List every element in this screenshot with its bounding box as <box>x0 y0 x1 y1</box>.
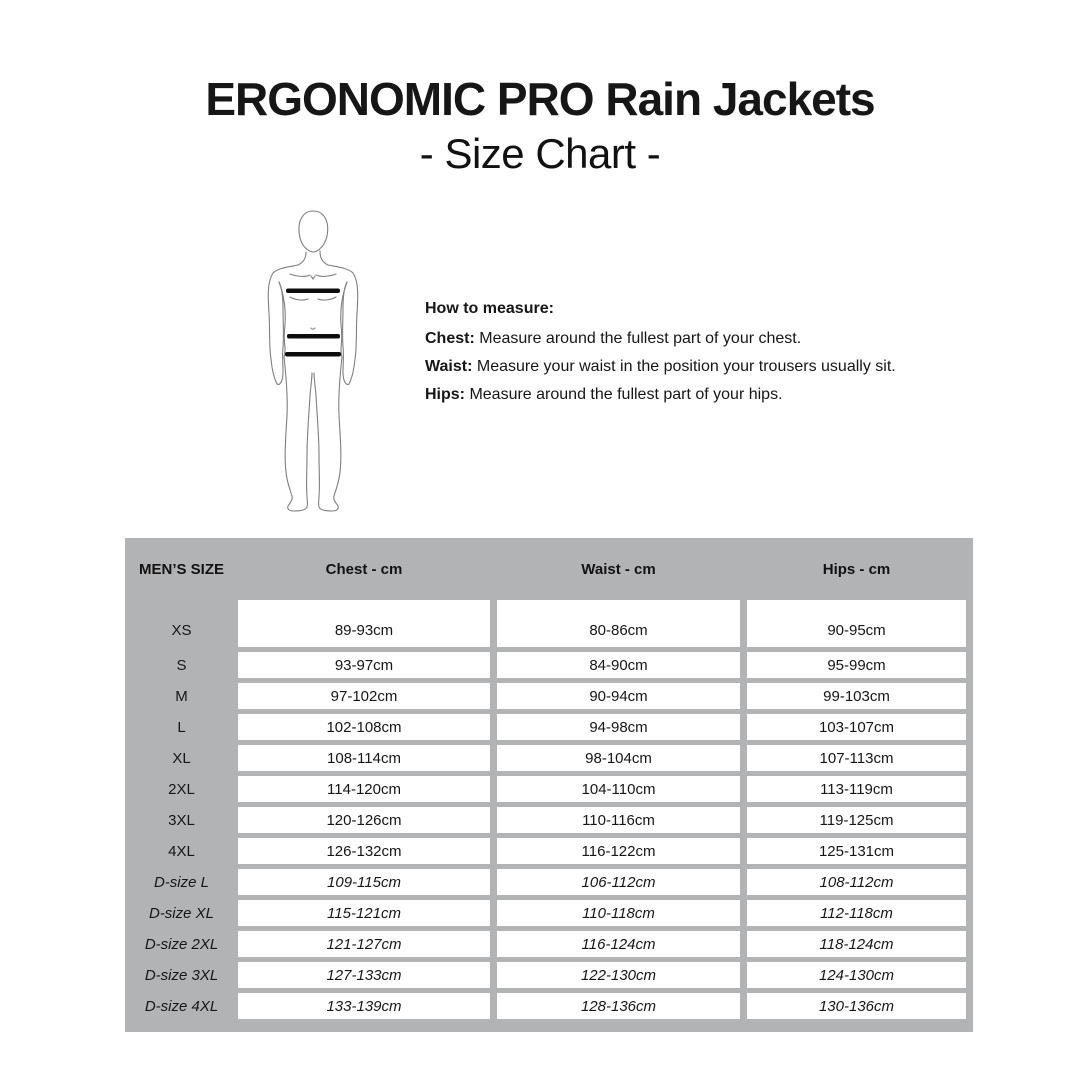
waist-value: 106-112cm <box>497 869 740 895</box>
waist-value: 80-86cm <box>497 600 740 647</box>
measure-text-waist: Measure your waist in the position your trousers usually sit. <box>476 358 896 375</box>
measure-text-chest: Measure around the fullest part of your chest. <box>479 330 802 347</box>
table-row <box>125 926 973 957</box>
size-label: D-size 2XL <box>144 935 219 953</box>
table-row <box>125 864 973 895</box>
page-subtitle: - Size Chart - <box>419 130 661 177</box>
hips-value: 125-131cm <box>747 838 966 864</box>
table-row <box>125 647 973 678</box>
hips-value: 90-95cm <box>747 600 966 647</box>
header-hips: Hips - cm <box>822 560 891 578</box>
table-row <box>125 895 973 926</box>
measure-instruction-chest <box>425 330 896 347</box>
chest-value: 109-115cm <box>238 869 490 895</box>
measure-label-chest: Chest: <box>425 330 475 347</box>
table-row <box>125 709 973 740</box>
size-label: D-size XL <box>148 904 215 922</box>
chest-value: 89-93cm <box>238 600 490 647</box>
hips-value: 95-99cm <box>747 652 966 678</box>
waist-value: 110-118cm <box>497 900 740 926</box>
waist-value: 128-136cm <box>497 993 740 1019</box>
chest-value: 93-97cm <box>238 652 490 678</box>
size-table <box>125 538 973 1032</box>
measure-label-hips: Hips: <box>425 386 465 403</box>
chest-value: 120-126cm <box>238 807 490 833</box>
size-label: 4XL <box>168 842 195 860</box>
table-row <box>125 957 973 988</box>
table-row <box>125 833 973 864</box>
hips-value: 99-103cm <box>747 683 966 709</box>
table-row <box>125 771 973 802</box>
waist-value: 104-110cm <box>497 776 740 802</box>
waist-value: 122-130cm <box>497 962 740 988</box>
size-label: D-size L <box>153 873 209 891</box>
hips-value: 112-118cm <box>747 900 966 926</box>
measure-instruction-waist <box>425 358 896 375</box>
waist-value: 94-98cm <box>497 714 740 740</box>
body-figure-icon <box>240 200 420 520</box>
header-waist: Waist - cm <box>581 560 656 578</box>
waist-value: 116-124cm <box>497 931 740 957</box>
hips-value: 108-112cm <box>747 869 966 895</box>
hips-value: 103-107cm <box>747 714 966 740</box>
chest-value: 114-120cm <box>238 776 490 802</box>
waist-band-icon <box>287 334 340 339</box>
size-label: 2XL <box>168 780 195 798</box>
table-row <box>125 802 973 833</box>
measure-label-waist: Waist: <box>425 358 473 375</box>
chest-band-icon <box>286 289 340 294</box>
chest-value: 102-108cm <box>238 714 490 740</box>
page-title: ERGONOMIC PRO Rain Jackets <box>205 73 875 125</box>
chest-value: 97-102cm <box>238 683 490 709</box>
waist-value: 110-116cm <box>497 807 740 833</box>
waist-value: 98-104cm <box>497 745 740 771</box>
size-table-body <box>125 600 973 1019</box>
waist-value: 116-122cm <box>497 838 740 864</box>
size-label: S <box>176 656 187 674</box>
hips-band-icon <box>285 352 341 357</box>
hips-value: 113-119cm <box>747 776 966 802</box>
size-label: 3XL <box>168 811 195 829</box>
measure-instruction-hips <box>425 386 896 403</box>
chest-value: 115-121cm <box>238 900 490 926</box>
size-label: D-size 4XL <box>144 997 219 1015</box>
chest-value: 121-127cm <box>238 931 490 957</box>
table-row <box>125 740 973 771</box>
how-to-measure-heading: How to measure: <box>425 300 554 317</box>
size-label: XS <box>171 622 192 639</box>
size-label: L <box>177 718 186 736</box>
chest-value: 133-139cm <box>238 993 490 1019</box>
size-label: M <box>175 687 188 705</box>
how-to-measure-block <box>425 300 896 414</box>
table-row <box>125 988 973 1019</box>
size-label: D-size 3XL <box>144 966 219 984</box>
chest-value: 126-132cm <box>238 838 490 864</box>
measure-text-hips: Measure around the fullest part of your hips. <box>469 386 783 403</box>
hips-value: 130-136cm <box>747 993 966 1019</box>
chest-value: 127-133cm <box>238 962 490 988</box>
waist-value: 90-94cm <box>497 683 740 709</box>
hips-value: 107-113cm <box>747 745 966 771</box>
header-chest: Chest - cm <box>325 560 403 578</box>
hips-value: 124-130cm <box>747 962 966 988</box>
waist-value: 84-90cm <box>497 652 740 678</box>
size-label: XL <box>172 749 191 767</box>
chest-value: 108-114cm <box>238 745 490 771</box>
table-row <box>125 600 973 647</box>
hips-value: 118-124cm <box>747 931 966 957</box>
table-row <box>125 678 973 709</box>
hips-value: 119-125cm <box>747 807 966 833</box>
size-table-header <box>125 538 973 600</box>
header-mens-size: MEN’S SIZE <box>138 560 224 578</box>
